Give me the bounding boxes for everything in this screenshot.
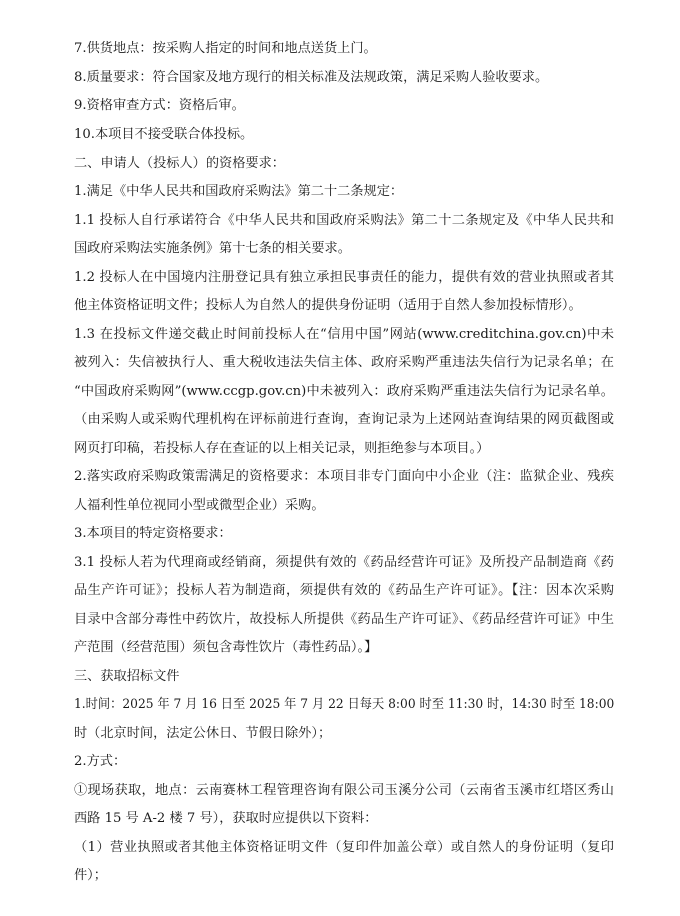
text-line: ①现场获取，地点：云南赛林工程管理咨询有限公司玉溪分公司（云南省玉溪市红塔区秀山	[74, 783, 614, 798]
text-line: 西路 15 号 A-2 楼 7 号），获取时应提供以下资料：	[74, 811, 378, 826]
text-line: 他主体资格证明文件；投标人为自然人的提供身份证明（适用于自然人参加投标情形）。	[74, 298, 582, 313]
text-line: 件）；	[74, 868, 107, 883]
text-line: 1.2 投标人在中国境内注册登记具有独立承担民事责任的能力，提供有效的营业执照或者其	[74, 270, 614, 285]
text-line: 3.本项目的特定资格要求：	[74, 526, 232, 541]
text-line: 3.1 投标人若为代理商或经销商，须提供有效的《药品经营许可证》及所投产品制造商《药	[74, 555, 614, 570]
text-line: 1.3 在投标文件递交截止时间前投标人在“信用中国”网站(www.creditchina.gov.cn)中未	[74, 327, 614, 342]
text-line: （由采购人或采购代理机构在评标前进行查询，查询记录为上述网站查询结果的网页截图或	[74, 412, 614, 427]
section-heading: 三、获取招标文件	[74, 669, 180, 684]
text-line: 时（北京时间，法定公休日、节假日除外）；	[74, 726, 332, 741]
text-line: （1）营业执照或者其他主体资格证明文件（复印件加盖公章）或自然人的身份证明（复印	[74, 840, 614, 855]
text-line: 7.供货地点：按采购人指定的时间和地点送货上门。	[74, 41, 377, 56]
text-line: 目录中含部分毒性中药饮片，故投标人所提供《药品生产许可证》、《药品经营许可证》中生	[74, 612, 614, 627]
text-line: 产范围（经营范围）须包含毒性饮片（毒性药品）。】	[74, 640, 378, 655]
text-line: 1.时间：2025 年 7 月 16 日至 2025 年 7 月 22 日每天 8:00 时至 11:30 时，14:30 时至 18:00	[74, 697, 615, 712]
text-line: 2.落实政府采购政策需满足的资格要求：本项目非专门面向中小企业（注：监狱企业、残疾	[74, 469, 614, 484]
text-line: 8.质量要求：符合国家及地方现行的相关标准及法规政策，满足采购人验收要求。	[74, 70, 549, 85]
text-line: 1.1 投标人自行承诺符合《中华人民共和国政府采购法》第二十二条规定及《中华人民共和	[74, 213, 614, 228]
text-line: 网页打印稿，若投标人存在查证的以上相关记录，则拒绝参与本项目。）	[74, 441, 490, 456]
text-line: 1.满足《中华人民共和国政府采购法》第二十二条规定：	[74, 184, 404, 199]
text-line: 国政府采购法实施条例》第十七条的相关要求。	[74, 241, 351, 256]
text-line: 10.本项目不接受联合体投标。	[74, 127, 254, 142]
section-heading: 二、申请人（投标人）的资格要求：	[74, 156, 285, 171]
text-line: 人福利性单位视同小型或微型企业）采购。	[74, 498, 325, 513]
text-line: “中国政府采购网”(www.ccgp.gov.cn)中未被列入：政府采购严重违法失信行为记录名单。	[74, 384, 614, 399]
text-line: 被列入：失信被执行人、重大税收违法失信主体、政府采购严重违法失信行为记录名单；在	[74, 355, 614, 370]
text-line: 2.方式：	[74, 754, 127, 769]
text-line: 9.资格审查方式：资格后审。	[74, 98, 245, 113]
text-line: 品生产许可证》；投标人若为制造商，须提供有效的《药品生产许可证》。【注：因本次采购	[74, 583, 614, 598]
